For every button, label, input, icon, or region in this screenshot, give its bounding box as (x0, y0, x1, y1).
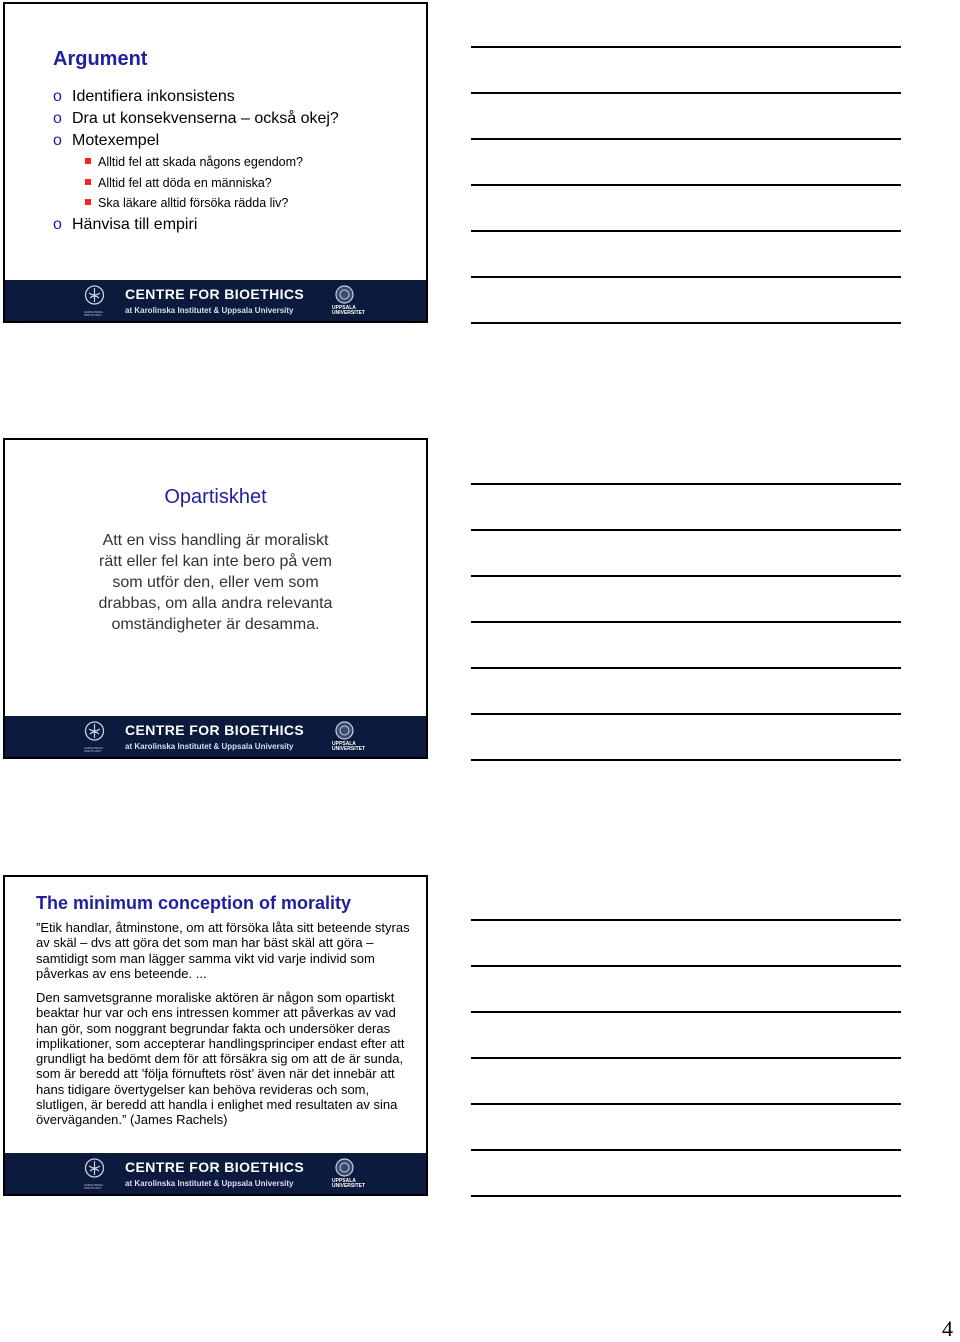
sub-list-item: Ska läkare alltid försöka rädda liv? (53, 193, 339, 214)
slide-opartiskhet (3, 438, 428, 759)
bioethics-banner (5, 716, 426, 757)
note-line (471, 184, 901, 186)
page-number: 4 (942, 1316, 953, 1341)
square-bullet-icon (85, 199, 91, 205)
note-line (471, 1149, 901, 1151)
uppsala-seal-icon (335, 721, 354, 740)
note-line (471, 230, 901, 232)
note-line (471, 276, 901, 278)
uppsala-seal-icon (335, 285, 354, 304)
uppsala-seal-icon (335, 1158, 354, 1177)
karolinska-logo-icon (84, 721, 105, 753)
list-item: o Hänvisa till empiri (53, 214, 339, 236)
karolinska-logo-label: KAROLINSKA INSTITUTET (84, 746, 104, 753)
note-line (471, 322, 901, 324)
note-line (471, 919, 901, 921)
quote-paragraph: Den samvetsgranne moraliske aktören är någon som opartiskt beaktar hur var och ens intressen kommer att påverkas av vad han gör, som noggrant begrundar fakta och undersöker deras implikationer, som accepterar handlingsprinciper endast efter att grundligt ha bedömt dem för att försäkra sig om att de är sunda, som är beredd att ’följa förnuftets röst’ även när det innebär att hans tidigare övertygelser kan behöva revideras och som, slutligen, är beredd att handla i enlighet med resultaten av sina överväganden.” (James Rachels) (36, 990, 405, 1128)
note-line (471, 965, 901, 967)
note-line (471, 575, 901, 577)
slide-body (5, 530, 426, 635)
note-line (471, 138, 901, 140)
banner-title: CENTRE FOR BIOETHICS (125, 722, 305, 738)
sub-list-item: Alltid fel att skada någons egendom? (53, 152, 339, 173)
square-bullet-icon (85, 179, 91, 185)
note-line (471, 1103, 901, 1105)
note-line (471, 1011, 901, 1013)
slide-title: Opartiskhet (164, 486, 267, 508)
quote-paragraph: ”Etik handlar, åtminstone, om att försöka låta sitt beteende styras av skäl – dvs att göra det som man har bäst skäl att göra – samtidigt som man lägger samma vikt vid varje individ som påverkas av ens beteende. ... (36, 920, 410, 981)
banner-subtitle: at Karolinska Institutet & Uppsala University (125, 1179, 294, 1188)
banner-title: CENTRE FOR BIOETHICS (125, 1159, 305, 1175)
square-bullet-icon (85, 158, 91, 164)
note-line (471, 759, 901, 761)
note-line (471, 529, 901, 531)
note-line (471, 713, 901, 715)
note-line (471, 1195, 901, 1197)
banner-title: CENTRE FOR BIOETHICS (125, 286, 305, 302)
list-item: o Identifiera inkonsistens (53, 86, 339, 108)
banner-subtitle: at Karolinska Institutet & Uppsala University (125, 742, 294, 751)
note-line (471, 92, 901, 94)
karolinska-logo-icon (84, 285, 105, 317)
bullet-o-icon: o (53, 88, 62, 105)
uppsala-label: UPPSALA UNIVERSITET (332, 1178, 366, 1189)
bioethics-banner (5, 280, 426, 321)
body-line: rätt eller fel kan inte bero på vem (98, 553, 332, 570)
uppsala-label: UPPSALA UNIVERSITET (332, 741, 366, 752)
slide-argument (3, 2, 428, 323)
body-line: drabbas, om alla andra relevanta (98, 595, 333, 612)
body-line: som utför den, eller vem som (112, 574, 319, 591)
slide-minimum-conception (3, 875, 428, 1196)
note-line (471, 1057, 901, 1059)
note-line (471, 667, 901, 669)
list-item: o Motexempel (53, 130, 339, 152)
note-line (471, 483, 901, 485)
sub-list-item: Alltid fel att döda en människa? (53, 173, 339, 194)
note-line (471, 46, 901, 48)
karolinska-logo-label: KAROLINSKA INSTITUTET (84, 310, 104, 317)
bullet-o-icon: o (53, 132, 62, 149)
slide-title: Argument (53, 48, 148, 70)
body-line: omständigheter är desamma. (111, 616, 320, 633)
karolinska-logo-icon (84, 1158, 105, 1190)
bullet-o-icon: o (53, 110, 62, 127)
banner-subtitle: at Karolinska Institutet & Uppsala University (125, 306, 294, 315)
karolinska-logo-label: KAROLINSKA INSTITUTET (84, 1183, 104, 1190)
bioethics-banner (5, 1153, 426, 1194)
slide-title: The minimum conception of morality (36, 893, 352, 913)
list-item: o Dra ut konsekvenserna – också okej? (53, 108, 339, 130)
note-line (471, 621, 901, 623)
bullet-list (53, 86, 339, 236)
uppsala-label: UPPSALA UNIVERSITET (332, 305, 366, 316)
bullet-o-icon: o (53, 215, 62, 233)
body-line: Att en viss handling är moraliskt (102, 532, 329, 549)
